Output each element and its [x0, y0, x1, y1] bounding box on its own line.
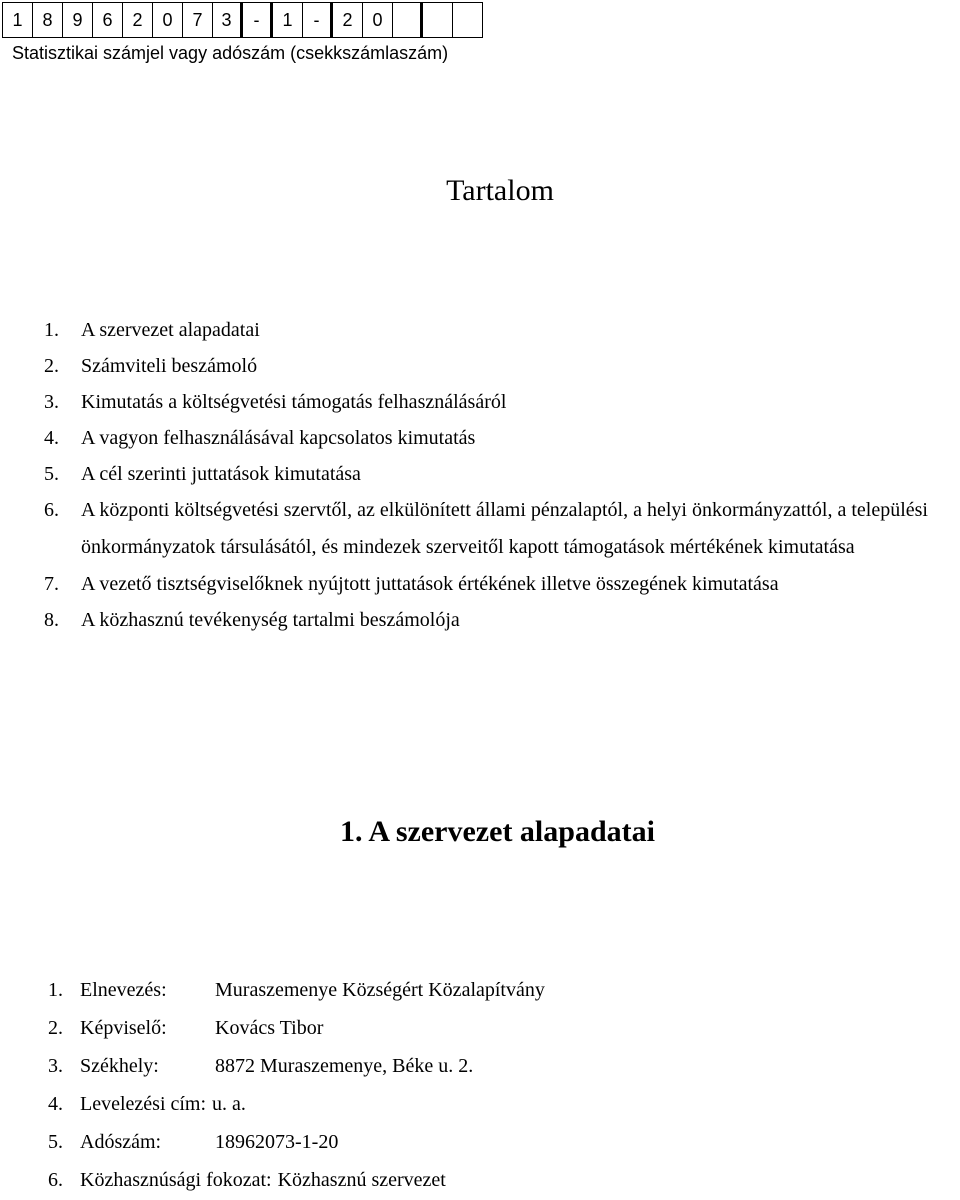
tax-id-cell: 0: [363, 3, 393, 37]
detail-row: [48, 1162, 545, 1200]
toc-item-number: 4.: [44, 427, 59, 449]
toc-item: [44, 492, 958, 566]
toc-item: [44, 420, 958, 456]
detail-row: [48, 972, 545, 1010]
detail-label: Közhasznúsági fokozat:: [80, 1169, 272, 1191]
detail-value: Muraszemenye Községért Közalapítvány: [215, 979, 545, 1001]
detail-number: 4.: [48, 1093, 63, 1115]
tax-id-cell: 8: [33, 3, 63, 37]
organization-details: [48, 972, 545, 1200]
toc-item-text: A vagyon felhasználásával kapcsolatos kimutatás: [81, 427, 476, 449]
detail-number: 6.: [48, 1169, 63, 1191]
toc-item-text: A központi költségvetési szervtől, az elkülönített állami pénzalaptól, a helyi önkormányzattól, a települési önkormányzatok társulásától, és mindezek szerveitől kapott támogatások mértékének kimutatása: [81, 499, 928, 558]
detail-value: u. a.: [212, 1093, 246, 1115]
section-heading: 1. A szervezet alapadatai: [340, 815, 655, 848]
toc-item: [44, 602, 958, 638]
detail-row: [48, 1086, 545, 1124]
detail-value: 18962073-1-20: [215, 1131, 339, 1153]
detail-label: Levelezési cím:: [80, 1093, 207, 1115]
toc-item: [44, 384, 958, 420]
tax-id-cell: -: [243, 3, 273, 37]
toc-item-text: A közhasznú tevékenység tartalmi beszámolója: [81, 609, 460, 631]
toc-item-text: A vezető tisztségviselőknek nyújtott juttatások értékének illetve összegének kimutatása: [81, 573, 779, 595]
detail-number: 5.: [48, 1131, 63, 1153]
toc-item: [44, 312, 958, 348]
detail-row: [48, 1048, 545, 1086]
tax-id-cell: 7: [183, 3, 213, 37]
tax-id-label: Statisztikai számjel vagy adószám (csekkszámlaszám): [12, 43, 449, 63]
detail-value: Közhasznú szervezet: [277, 1169, 446, 1191]
detail-value: Kovács Tibor: [215, 1017, 324, 1039]
table-of-contents: [44, 312, 958, 638]
toc-item-text: Kimutatás a költségvetési támogatás felhasználásáról: [81, 391, 507, 413]
tax-id-cell: 9: [63, 3, 93, 37]
toc-item-number: 3.: [44, 391, 59, 413]
tax-id-cell: 2: [123, 3, 153, 37]
tax-id-cell: 6: [93, 3, 123, 37]
toc-item-text: Számviteli beszámoló: [81, 355, 258, 377]
toc-item: [44, 456, 958, 492]
tax-id-cell: 1: [3, 3, 33, 37]
toc-item-text: A cél szerinti juttatások kimutatása: [81, 463, 361, 485]
tax-id-cell: 1: [273, 3, 303, 37]
detail-label: Adószám:: [80, 1131, 162, 1153]
tax-id-cell: -: [303, 3, 333, 37]
page-title: Tartalom: [446, 174, 554, 207]
toc-item-number: 5.: [44, 463, 59, 485]
tax-id-cell: 3: [213, 3, 243, 37]
toc-item-text: A szervezet alapadatai: [81, 319, 260, 341]
toc-item: [44, 348, 958, 384]
detail-number: 3.: [48, 1055, 63, 1077]
tax-id-cell: [453, 3, 483, 37]
toc-item-number: 1.: [44, 319, 59, 341]
toc-item: [44, 566, 958, 602]
toc-item-number: 2.: [44, 355, 59, 377]
tax-id-cell: [423, 3, 453, 37]
toc-item-number: 7.: [44, 573, 59, 595]
detail-row: [48, 1010, 545, 1048]
tax-id-grid: [2, 2, 483, 38]
detail-label: Képviselő:: [80, 1017, 167, 1039]
detail-label: Székhely:: [80, 1055, 159, 1077]
tax-id-cell: 0: [153, 3, 183, 37]
toc-item-number: 6.: [44, 499, 59, 521]
tax-id-cell: [393, 3, 423, 37]
detail-row: [48, 1124, 545, 1162]
detail-number: 1.: [48, 979, 63, 1001]
detail-number: 2.: [48, 1017, 63, 1039]
tax-id-cell: 2: [333, 3, 363, 37]
toc-item-number: 8.: [44, 609, 59, 631]
detail-label: Elnevezés:: [80, 979, 167, 1001]
detail-value: 8872 Muraszemenye, Béke u. 2.: [215, 1055, 474, 1077]
